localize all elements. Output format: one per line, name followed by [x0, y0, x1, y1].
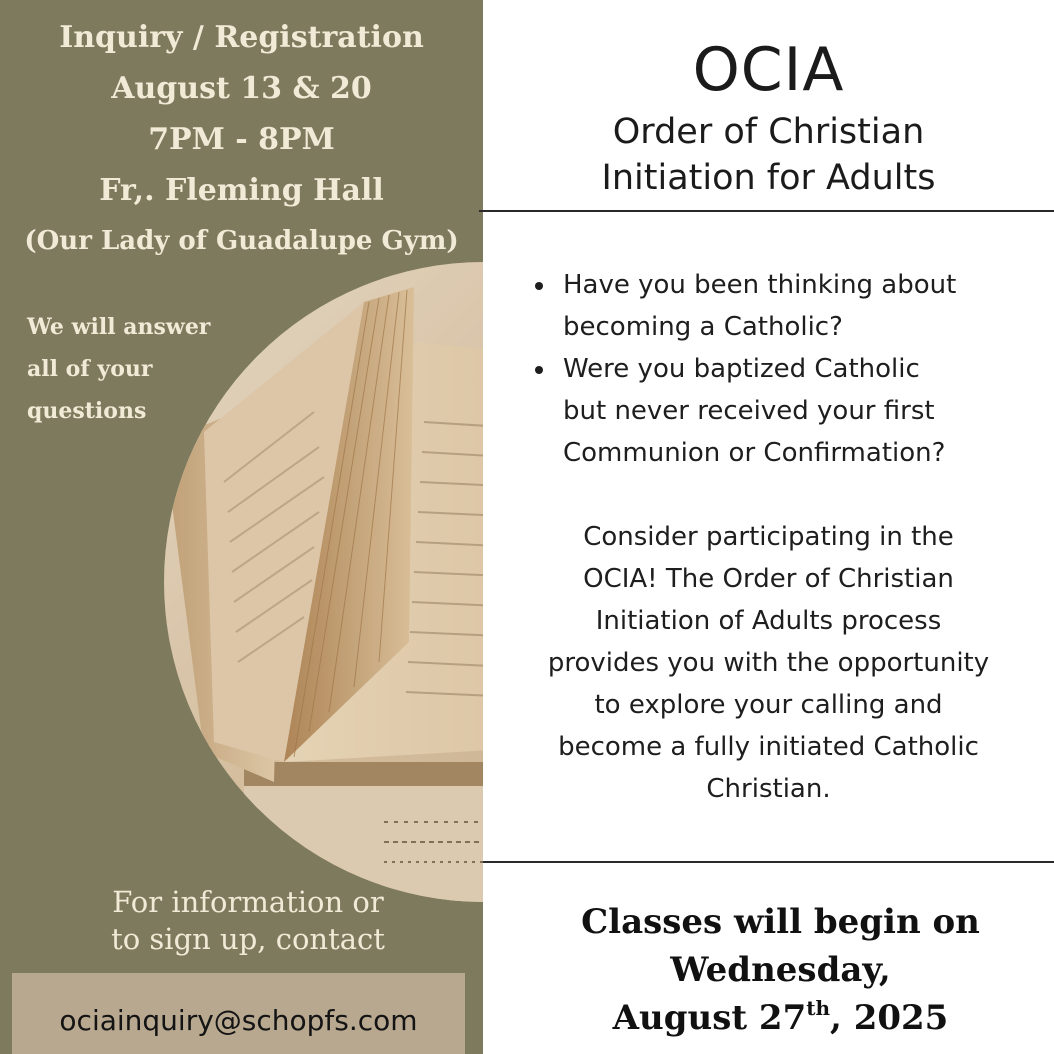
left-panel	[0, 0, 483, 1054]
description-line: become a fully initiated Catholic	[558, 732, 979, 762]
open-book-photo	[164, 262, 483, 902]
tagline-line: all of your	[27, 356, 153, 382]
program-name	[483, 109, 1054, 201]
start-date	[483, 994, 1054, 1042]
event-dates: August 13 & 20	[111, 71, 372, 106]
start-ordinal: th	[806, 996, 831, 1020]
event-title: Inquiry / Registration	[59, 20, 424, 55]
question-line: Communion or Confirmation?	[563, 438, 946, 468]
contact-prompt-line: to sign up, contact	[111, 922, 385, 956]
program-acronym: OCIA	[692, 35, 845, 105]
program-name-line: Order of Christian	[612, 112, 925, 152]
start-month-day: August 27	[612, 998, 807, 1038]
question-line: but never received your first	[563, 396, 935, 426]
program-name-line: Initiation for Adults	[601, 158, 936, 198]
description-line: to explore your calling and	[594, 690, 943, 720]
description-line: Christian.	[706, 774, 831, 804]
start-year: , 2025	[830, 998, 949, 1038]
description-line: OCIA! The Order of Christian	[583, 564, 954, 594]
question-list	[535, 264, 1045, 474]
program-description	[483, 516, 1054, 810]
event-details	[0, 12, 483, 267]
email-box	[12, 973, 465, 1054]
question-line: becoming a Catholic?	[563, 312, 843, 342]
question-item	[535, 264, 1045, 348]
start-weekday: Wednesday,	[670, 950, 891, 990]
event-venue-note: (Our Lady of Guadalupe Gym)	[24, 226, 459, 256]
question-line: Were you baptized Catholic	[563, 354, 920, 384]
right-panel	[483, 0, 1054, 1054]
question-item	[535, 348, 1045, 474]
divider	[479, 210, 1054, 212]
contact-prompt	[0, 884, 483, 958]
question-line: Have you been thinking about	[563, 270, 957, 300]
event-venue: Fr,. Fleming Hall	[99, 173, 384, 208]
description-line: provides you with the opportunity	[547, 648, 990, 678]
tagline-line: questions	[27, 398, 147, 424]
tagline	[27, 306, 210, 432]
contact-email-link[interactable]: ociainquiry@schopfs.com	[59, 1004, 418, 1037]
start-line: Classes will begin on	[581, 902, 980, 942]
contact-prompt-line: For information or	[112, 885, 384, 919]
tagline-line: We will answer	[27, 314, 211, 340]
class-start-info	[483, 898, 1054, 1042]
description-line: Consider participating in the	[583, 522, 954, 552]
description-line: Initiation of Adults process	[595, 606, 942, 636]
divider	[483, 861, 1054, 863]
event-time: 7PM - 8PM	[148, 122, 335, 157]
